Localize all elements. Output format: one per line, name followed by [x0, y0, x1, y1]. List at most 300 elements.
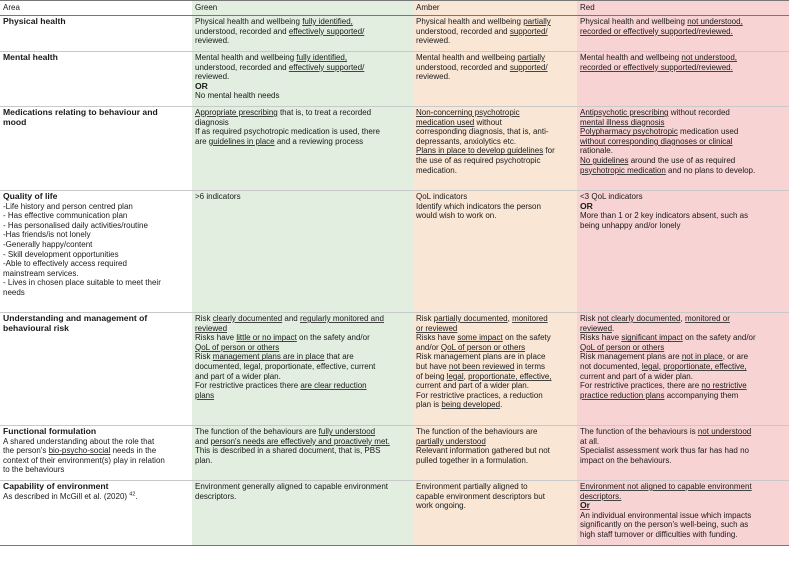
cell-line [3, 446, 189, 456]
area-title: behavioural risk [3, 322, 69, 333]
cell-text: understood, recorded and [416, 26, 510, 36]
underlined-text: Non-concerning psychotropic [416, 108, 520, 117]
row-capability-environment [0, 481, 789, 546]
underlined-text: significant impact [621, 333, 683, 343]
underlined-text: QoL of person or others [440, 342, 526, 352]
red-cell [577, 191, 789, 313]
green-cell [192, 481, 413, 546]
area-title: Functional formulation [3, 426, 97, 436]
underlined-text: person's needs are effectively and proactively met. [210, 436, 390, 446]
cell-text: depressants, anxiolytics etc. [416, 136, 517, 146]
cell-line [580, 437, 786, 447]
cell-line: would wish to work on. [416, 211, 497, 221]
cell-text: Risks have [195, 333, 237, 343]
red-text [580, 211, 786, 230]
cell-line [580, 166, 786, 176]
cell-line [580, 137, 786, 147]
underlined-text: without corresponding diagnoses or clinical [580, 136, 733, 146]
cell-line [580, 108, 786, 118]
cell-line [580, 391, 786, 401]
cell-text: The function of the behaviours are [195, 427, 319, 436]
cell-line [195, 63, 410, 73]
cell-line [416, 456, 574, 466]
cell-line [580, 362, 786, 372]
cell-text: and [195, 436, 211, 446]
underlined-text: reviewed [195, 323, 228, 333]
cell-text: on the safety [502, 333, 551, 343]
cell-line [580, 456, 786, 466]
header-row [0, 1, 789, 16]
underlined-text: not been reviewed [448, 361, 515, 371]
underlined-text: fully identified, [296, 53, 348, 62]
cell-text: If as required psychotropic medication is used, there [195, 127, 380, 137]
cell-text: for [543, 146, 555, 156]
area-title: mood [3, 116, 27, 127]
underlined-text: recorded or effectively supported/reviewed. [580, 62, 733, 72]
cell-line [580, 333, 786, 343]
cell-text: plan is [416, 400, 442, 410]
cell-text: reviewed. [195, 72, 230, 82]
cell-line [416, 166, 574, 176]
cell-line [3, 456, 189, 466]
red-cell [577, 107, 789, 191]
amber-cell [413, 107, 577, 191]
underlined-text: Environment not aligned to capable environment [580, 482, 752, 491]
cell-line: >6 indicators [195, 192, 241, 201]
amber-cell [413, 426, 577, 481]
cell-text: the person's [3, 446, 49, 456]
cell-text: impact on the behaviours. [580, 455, 672, 465]
amber-cell [413, 16, 577, 52]
cell-text: Risks have [580, 333, 622, 343]
header-red: Red [577, 1, 789, 16]
cell-text: A shared understanding about the role that [3, 436, 155, 446]
cell-line: work ongoing. [416, 501, 466, 511]
underlined-text: not understood, [681, 53, 738, 62]
underlined-text: not understood, [687, 17, 743, 26]
cell-line [195, 427, 410, 437]
cell-text: around the use of as required [628, 155, 736, 165]
red-text [580, 511, 786, 540]
red-cell [577, 52, 789, 107]
cell-text: . [500, 400, 503, 410]
cell-line [195, 36, 410, 46]
cell-text: Risk [195, 352, 213, 362]
cell-text: Mental health and wellbeing [416, 53, 518, 62]
cell-line: - Has effective communication plan [3, 211, 128, 221]
cell-line: high staff turnover or difficulties with funding. [580, 529, 738, 539]
area-cell [0, 191, 192, 313]
underlined-text: little or no impact [236, 333, 297, 343]
area-title: Capability of environment [3, 481, 109, 491]
or-label: OR [580, 200, 593, 211]
underlined-text: plans [195, 390, 215, 400]
cell-line [195, 343, 410, 353]
underlined-text: mental illness diagnosis [580, 117, 665, 127]
cell-line [416, 156, 574, 166]
cell-line: No mental health needs [195, 91, 280, 101]
cell-text: are [195, 136, 209, 146]
cell-line: An individual environmental issue which impacts [580, 510, 752, 520]
green-text [195, 53, 410, 82]
cell-line: More than 1 or 2 key indicators absent, such as [580, 211, 749, 221]
cell-line: - Has personalised daily activities/routine [3, 220, 148, 230]
cell-line: needs [3, 287, 25, 297]
cell-line [416, 352, 574, 362]
area-title: Understanding and management of [3, 313, 148, 323]
cell-line [416, 446, 574, 456]
cell-text: on the safety and/or [296, 333, 370, 343]
cell-text: Risks have [416, 333, 458, 343]
cell-line [416, 53, 574, 63]
cell-text: understood, recorded and [195, 62, 289, 72]
row-medications [0, 107, 789, 191]
underlined-text: clearly documented [212, 314, 283, 323]
cell-line [3, 437, 189, 447]
underlined-text: partially [517, 53, 545, 62]
underlined-text: effectively supported/ [288, 26, 365, 36]
underlined-text: fully identified, [302, 17, 353, 26]
cell-text: The function of the behaviours are [416, 427, 538, 436]
cell-text: Risk [416, 314, 434, 323]
cell-line: significantly on the person's well-being, such as [580, 520, 749, 530]
cell-text: current and part of a wider plan. [416, 381, 529, 391]
cell-text: and a reviewing process [274, 136, 364, 146]
cell-line [580, 446, 786, 456]
cell-line: mainstream services. [3, 268, 79, 278]
cell-text: plan. [195, 455, 213, 465]
cell-text: not documented, [580, 361, 642, 371]
cell-line [195, 362, 410, 372]
cell-text: understood, recorded and [195, 26, 289, 36]
area-title: Medications relating to behaviour and [3, 107, 158, 117]
header-amber: Amber [413, 1, 577, 16]
underlined-text: partially documented [433, 314, 508, 323]
cell-text: at all. [580, 436, 600, 446]
cell-line: <3 QoL indicators [580, 192, 643, 201]
cell-line [416, 400, 574, 410]
quality-indicator-list [3, 202, 189, 298]
cell-text: needs in the [110, 446, 157, 456]
cell-text: For restrictive practices, there are [580, 381, 702, 391]
cell-line: descriptors. [195, 491, 237, 501]
cell-line [580, 156, 786, 166]
amber-cell [413, 313, 577, 426]
cell-text: documented, legal, proportionate, effective, current [195, 361, 376, 371]
cell-text: corresponding diagnosis, that is, anti- [416, 127, 549, 137]
cell-line [195, 72, 410, 82]
row-functional-formulation [0, 426, 789, 481]
underlined-text: No guidelines [580, 155, 629, 165]
cell-line [580, 146, 786, 156]
cell-line [195, 314, 410, 324]
cell-line [416, 63, 574, 73]
amber-cell [413, 191, 577, 313]
cell-text: to the behaviours [3, 465, 65, 475]
underlined-text: not understood [697, 427, 752, 436]
cell-text: For restrictive practices, a reduction [416, 390, 543, 400]
cell-line [195, 437, 410, 447]
cell-text: and no plans to develop. [665, 165, 756, 175]
cell-line [195, 108, 410, 118]
cell-text: and/or [416, 342, 441, 352]
underlined-text: regularly monitored and [299, 314, 384, 323]
cell-text: For restrictive practices there [195, 381, 301, 391]
cell-text: current and part of a wider plan. [580, 371, 693, 381]
cell-text: , [507, 314, 513, 323]
red-cell [577, 481, 789, 546]
cell-line [416, 324, 574, 334]
area-cell [0, 481, 192, 546]
cell-line [580, 63, 786, 73]
cell-line: QoL indicators [416, 192, 468, 201]
cell-line [195, 27, 410, 37]
cell-text: in terms [514, 361, 545, 371]
cell-line [580, 482, 786, 492]
cell-line: -Able to effectively access required [3, 259, 127, 269]
underlined-text: not clearly documented [597, 314, 681, 323]
area-description [3, 437, 189, 475]
cell-line [580, 118, 786, 128]
underlined-text: psychotropic medication [580, 165, 666, 175]
cell-text: . [612, 323, 615, 333]
cell-text: Mental health and wellbeing [195, 53, 297, 62]
cell-text: Risk [580, 314, 598, 323]
area-cell [0, 313, 192, 426]
red-cell [577, 426, 789, 481]
cell-text: that is, to treat a recorded [277, 108, 372, 117]
cell-line [580, 492, 786, 502]
red-cell [577, 313, 789, 426]
green-cell [192, 16, 413, 52]
cell-line: Environment generally aligned to capable environment [195, 482, 389, 491]
amber-cell [413, 52, 577, 107]
cell-text: reviewed. [416, 72, 451, 82]
row-behavioural-risk [0, 313, 789, 426]
or-label: OR [195, 80, 208, 91]
cell-line [195, 137, 410, 147]
cell-text: and part of a wider plan. [195, 371, 281, 381]
cell-text: , [658, 361, 664, 371]
underlined-text: supported/ [509, 62, 548, 72]
cell-text: Mental health and wellbeing [580, 53, 682, 62]
or-label: Or [580, 500, 591, 511]
cell-line [195, 391, 410, 401]
cell-text: reviewed. [195, 36, 230, 46]
underlined-text: effectively supported/ [288, 62, 365, 72]
row-mental-health [0, 52, 789, 107]
cell-text: Relevant information gathered but not [416, 446, 550, 456]
reference-number: 42 [129, 490, 136, 497]
row-quality-of-life [0, 191, 789, 313]
underlined-text: being developed [441, 400, 501, 410]
cell-line [195, 127, 410, 137]
cell-line [416, 343, 574, 353]
underlined-text: partially understood [416, 436, 486, 446]
cell-line: Environment partially aligned to [416, 482, 528, 491]
underlined-text: partially [523, 17, 551, 26]
cell-text: Physical health and wellbeing [416, 17, 524, 26]
cell-line [195, 333, 410, 343]
green-cell [192, 426, 413, 481]
green-cell [192, 313, 413, 426]
underlined-text: monitored [512, 314, 548, 323]
cell-text: the use of as required psychotropic [416, 155, 541, 165]
cell-line [195, 352, 410, 362]
cell-line [195, 118, 410, 128]
cell-line [416, 36, 574, 46]
underlined-text: monitored or [684, 314, 730, 323]
underlined-text: Plans in place to develop guidelines [416, 146, 544, 156]
cell-text: rationale. [580, 146, 613, 156]
cell-line [195, 372, 410, 382]
cell-line [416, 146, 574, 156]
cell-line [416, 314, 574, 324]
cell-text: reviewed. [416, 36, 451, 46]
underlined-text: recorded or effectively supported/reviewed. [580, 26, 733, 36]
cell-line [416, 137, 574, 147]
cell-line [416, 17, 574, 27]
cell-text: that are [324, 352, 354, 362]
cell-text: medication used [677, 127, 739, 137]
cell-line: capable environment descriptors but [416, 491, 545, 501]
underlined-text: guidelines in place [208, 136, 275, 146]
area-cell [0, 52, 192, 107]
underlined-text: practice reduction plans [580, 390, 665, 400]
cell-text: without [474, 117, 502, 127]
cell-text: Risk management plans are [580, 352, 682, 362]
cell-line [195, 381, 410, 391]
cell-text: without recorded [668, 108, 730, 117]
cell-text: , [463, 371, 469, 381]
citation-end: . [135, 491, 138, 501]
cell-line [416, 118, 574, 128]
cell-line: - Skill development opportunities [3, 249, 119, 259]
cell-line: being unhappy and/or lonely [580, 220, 681, 230]
area-cell [0, 426, 192, 481]
cell-line [580, 427, 786, 437]
cell-line [580, 53, 786, 63]
cell-text: on the safety and/or [682, 333, 756, 343]
cell-line [416, 108, 574, 118]
cell-line [195, 446, 410, 456]
underlined-text: proportionate, effective, [663, 361, 747, 371]
cell-line: -Life history and person centred plan [3, 201, 133, 211]
cell-line: - Lives in chosen place suitable to meet their [3, 278, 161, 288]
row-physical-health [0, 16, 789, 52]
cell-text: medication. [416, 165, 457, 175]
underlined-text: descriptors. [580, 491, 622, 501]
area-cell [0, 16, 192, 52]
cell-line [416, 72, 574, 82]
cell-text: , or are [722, 352, 749, 362]
area-title: Mental health [3, 52, 58, 62]
cell-line [580, 352, 786, 362]
cell-line: Identify which indicators the person [416, 201, 541, 211]
underlined-text: or reviewed [416, 323, 458, 333]
cell-line [416, 27, 574, 37]
cell-line [580, 324, 786, 334]
underlined-text: Polypharmacy psychotropic [580, 127, 678, 137]
cell-line [416, 372, 574, 382]
cell-line [416, 391, 574, 401]
cell-line [416, 127, 574, 137]
cell-text: Specialist assessment work thus far has had no [580, 446, 749, 456]
cell-line [416, 437, 574, 447]
underlined-text: are clear reduction [300, 381, 367, 391]
underlined-text: Appropriate prescribing [195, 108, 278, 117]
underlined-text: management plans are in place [212, 352, 325, 362]
cell-text: of being [416, 371, 447, 381]
underlined-text: not in place [681, 352, 723, 362]
cell-line [195, 53, 410, 63]
cell-text: context of their environment(s) play in relation [3, 455, 165, 465]
cell-line: -Generally happy/content [3, 239, 93, 249]
cell-line [195, 17, 410, 27]
citation-text: As described in McGill et al. (2020) [3, 491, 128, 501]
cell-line [416, 381, 574, 391]
cell-text: Risk [195, 314, 213, 323]
cell-text: Physical health and wellbeing [580, 17, 688, 26]
cell-line [416, 362, 574, 372]
underlined-text: bio-psycho-social [48, 446, 111, 456]
underlined-text: QoL of person or others [580, 342, 665, 352]
cell-line [580, 314, 786, 324]
underlined-text: medication used [416, 117, 475, 127]
underlined-text: fully understood [318, 427, 376, 436]
underlined-text: reviewed [580, 323, 613, 333]
area-title: Quality of life [3, 191, 58, 201]
cell-text: Risk management plans are in place [416, 352, 546, 362]
cell-text: but have [416, 361, 449, 371]
header-area: Area [0, 1, 192, 16]
underlined-text: legal [641, 361, 659, 371]
green-cell [192, 52, 413, 107]
cell-line [580, 127, 786, 137]
cell-line [580, 17, 786, 27]
cell-text: pulled together in a formulation. [416, 455, 529, 465]
cell-line [416, 333, 574, 343]
amber-cell [413, 481, 577, 546]
cell-line [195, 456, 410, 466]
green-cell [192, 191, 413, 313]
cell-line [580, 27, 786, 37]
area-description [3, 492, 189, 502]
underlined-text: Antipsychotic prescribing [580, 108, 669, 117]
underlined-text: some impact [457, 333, 503, 343]
underlined-text: supported/ [509, 26, 548, 36]
area-cell [0, 107, 192, 191]
cell-line [580, 343, 786, 353]
cell-line [580, 381, 786, 391]
cell-text: , [680, 314, 685, 323]
area-title: Physical health [3, 16, 66, 26]
cell-text: Physical health and wellbeing [195, 17, 303, 26]
cell-text: The function of the behaviours is [580, 427, 698, 436]
underlined-text: QoL of person or others [195, 342, 280, 352]
underlined-text: no restrictive [701, 381, 747, 391]
cell-line: -Has friends/is not lonely [3, 230, 91, 240]
red-text [580, 482, 786, 501]
underlined-text: proportionate, effective, [468, 371, 552, 381]
cell-text: understood, recorded and [416, 62, 510, 72]
cell-line [195, 324, 410, 334]
underlined-text: legal [446, 371, 464, 381]
red-cell [577, 16, 789, 52]
cell-line [3, 465, 189, 475]
cell-text: accompanying them [664, 390, 739, 400]
cell-text: diagnosis [195, 117, 229, 127]
